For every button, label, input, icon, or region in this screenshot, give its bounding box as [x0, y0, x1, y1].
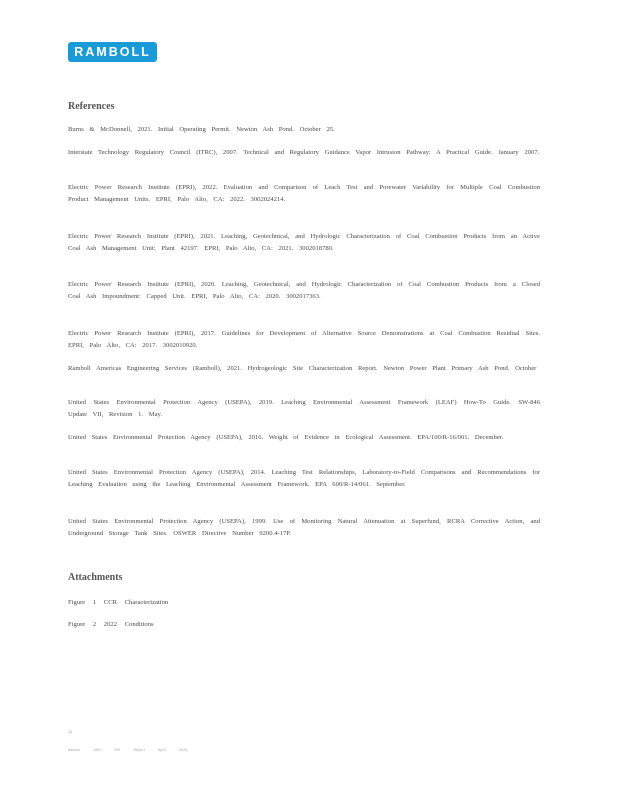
reference-item: United States Environmental Protection Agency (USEPA), 1999. Use of Monitoring Natural Attenuation at Superfund, RCRA Corrective Action, and Underground Storage Tank Sites. OSWER Directive Number 9200.4-17P.: [68, 518, 540, 537]
reference-item: Ramboll Americas Engineering Services (Ramboll), 2021. Hydrogeologic Site Characterization Report. Newton Power Plant Primary Ash Pond. October: [68, 365, 537, 372]
attachment-item: Figure 1 CCR Characterization: [68, 599, 169, 606]
reference-item: Interstate Technology Regulatory Council (ITRC), 2007. Technical and Regulatory Guidance Vapor Intrusion Pathway: A Practical Guide. January 2007.: [68, 149, 540, 156]
ramboll-logo: RAMBOLL: [68, 42, 157, 62]
reference-item: Electric Power Research Institute (EPRI), 2020. Leaching, Geotechnical, and Hydrologic Characterization of Coal Combustion Products from a Closed Coal Ash Impoundment: Capped Unit. EPRI, Palo Alto, CA: 2020. 3002017363.: [68, 281, 540, 300]
references-heading: References: [68, 101, 115, 112]
reference-item: Electric Power Research Institute (EPRI), 2022. Evaluation and Comparison of Leach Test and Porewater Variability for Multiple Coal Combustion Product Management Units. EPRI, Palo Alto, CA: 2022. 3002024214.: [68, 184, 540, 203]
reference-item: United States Environmental Protection Agency (USEPA), 2016. Weight of Evidence in Ecological Assessment. EPA/100/R-16/001. December.: [68, 434, 504, 441]
page-number: 11: [68, 729, 73, 734]
attachment-item: Figure 2 2022 Conditions: [68, 621, 154, 628]
reference-item: United States Environmental Protection Agency (USEPA), 2019. Leaching Environmental Assessment Framework (LEAF) How-To Guide. SW-846 Update VII, Revision 1. May.: [68, 399, 540, 418]
reference-item: United States Environmental Protection Agency (USEPA), 2014. Leaching Test Relationships, Laboratory-to-Field Comparisons and Recommendations for Leaching Evaluation using the Leaching Environmental Assessment Framework. EPA 600/R-14/061. September.: [68, 469, 540, 488]
reference-item: Burns & McDonnell, 2021. Initial Operating Permit. Newton Ash Pond. October 25.: [68, 126, 335, 133]
footer-text: Newton ASD IRS Report April 2024: [68, 748, 188, 752]
attachments-heading: Attachments: [68, 572, 123, 583]
reference-item: Electric Power Research Institute (EPRI), 2017. Guidelines for Development of Alternative Source Demonstrations at Coal Combustion Residual Sites. EPRI, Palo Alto, CA: 2017. 3002010920.: [68, 330, 540, 349]
reference-item: Electric Power Research Institute (EPRI), 2021. Leaching, Geotechnical, and Hydrologic Characterization of Coal Combustion Products from an Active Coal Ash Management Unit: Plant 42197. EPRI, Palo Alto, CA: 2021. 3002018780.: [68, 233, 540, 252]
